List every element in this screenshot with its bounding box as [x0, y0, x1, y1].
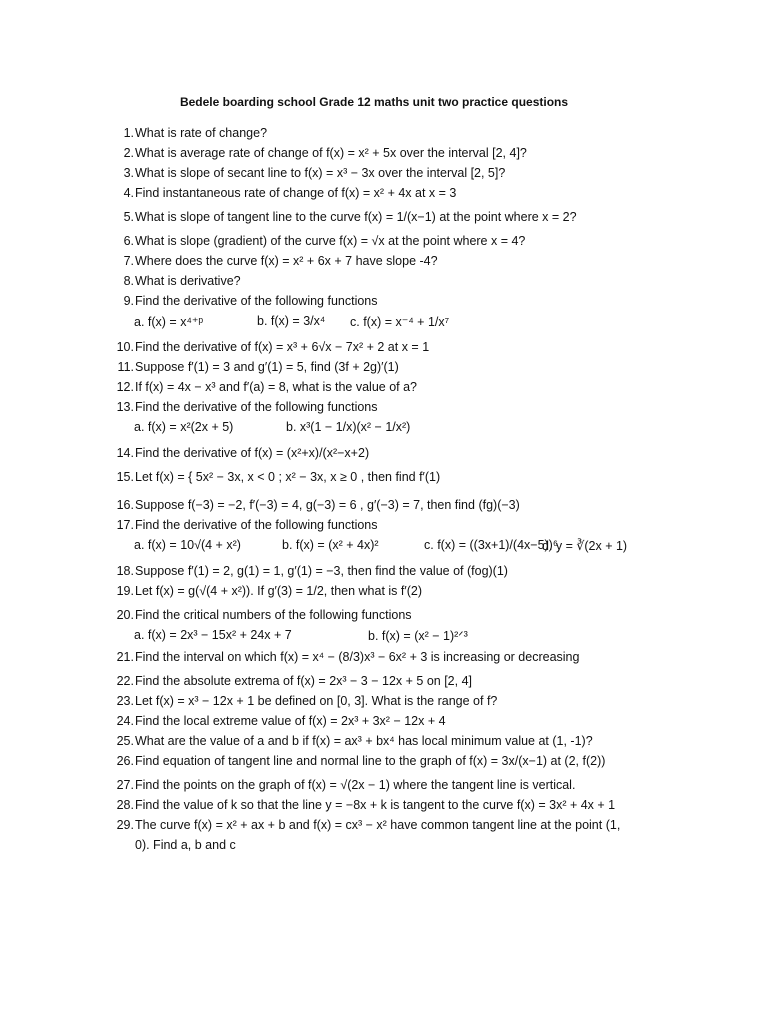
question-12	[112, 380, 692, 400]
question-5	[112, 210, 692, 234]
question-24	[112, 714, 692, 734]
question-number: 17.	[116, 518, 134, 532]
question-4	[112, 186, 692, 210]
question-number: 6.	[123, 234, 134, 248]
question-25	[112, 734, 692, 754]
question-15	[112, 470, 692, 498]
question-number: 29.	[116, 818, 134, 832]
question-text: Find the absolute extrema of f(x) = 2x³ − 3 − 12x + 5 on [2, 4]	[135, 674, 472, 688]
question-number: 27.	[116, 778, 134, 792]
sub-item-c: c. f(x) = ((3x+1)/(4x−5))⁶	[424, 538, 558, 552]
question-text: The curve f(x) = x² + ax + b and f(x) = cx³ − x² have common tangent line at the point (1,	[135, 818, 621, 832]
question-number: 11.	[117, 360, 134, 374]
question-18	[112, 564, 692, 584]
question-number: 18.	[116, 564, 134, 578]
question-text: Find the interval on which f(x) = x⁴ − (8/3)x³ − 6x² + 3 is increasing or decreasing	[135, 650, 580, 664]
question-number: 3.	[123, 166, 134, 180]
question-20-parts	[112, 628, 692, 650]
question-14	[112, 446, 692, 470]
question-17	[112, 518, 692, 538]
sub-item-b: b. f(x) = (x² + 4x)²	[282, 538, 379, 552]
question-23	[112, 694, 692, 714]
question-text: Find the local extreme value of f(x) = 2x³ + 3x² − 12x + 4	[135, 714, 446, 728]
question-text: What are the value of a and b if f(x) = ax³ + bx⁴ has local minimum value at (1, -1)?	[135, 734, 593, 748]
question-27	[112, 778, 692, 798]
question-text: 0). Find a, b and c	[135, 838, 236, 852]
question-number: 4.	[123, 186, 134, 200]
question-number: 26.	[116, 754, 134, 768]
question-number: 13.	[116, 400, 134, 414]
question-number: 24.	[116, 714, 134, 728]
question-16	[112, 498, 692, 518]
sub-item-a: a. f(x) = 10√(4 + x²)	[134, 538, 241, 552]
document-title: Bedele boarding school Grade 12 maths unit two practice questions	[179, 95, 569, 109]
question-text: Find the points on the graph of f(x) = √(2x − 1) where the tangent line is vertical.	[135, 778, 576, 792]
question-10	[112, 340, 692, 360]
question-29-continuation	[112, 838, 692, 856]
question-text: If f(x) = 4x − x³ and f′(a) = 8, what is the value of a?	[135, 380, 417, 394]
question-text: Let f(x) = { 5x² − 3x, x < 0 ; x² − 3x, x ≥ 0 , then find f′(1)	[135, 470, 441, 484]
question-text: What is slope of secant line to f(x) = x³ − 3x over the interval [2, 5]?	[135, 166, 506, 180]
question-list	[112, 126, 692, 856]
question-text: Where does the curve f(x) = x² + 6x + 7 have slope -4?	[135, 254, 438, 268]
question-text: Find the derivative of the following functions	[135, 400, 378, 414]
question-13	[112, 400, 692, 420]
question-2	[112, 146, 692, 166]
question-text: What is derivative?	[135, 274, 241, 288]
question-text: Suppose f′(1) = 3 and g′(1) = 5, find (3f + 2g)′(1)	[135, 360, 399, 374]
question-text: Suppose f′(1) = 2, g(1) = 1, g′(1) = −3, then find the value of (fog)(1)	[135, 564, 508, 578]
question-text: Let f(x) = g(√(4 + x²)). If g′(3) = 1/2, then what is f′(2)	[135, 584, 422, 598]
question-text: Suppose f(−3) = −2, f′(−3) = 4, g(−3) = 6 , g′(−3) = 7, then find (fg)(−3)	[135, 498, 520, 512]
question-1	[112, 126, 692, 146]
question-19	[112, 584, 692, 608]
question-number: 21.	[116, 650, 134, 664]
question-text: What is slope of tangent line to the curve f(x) = 1/(x−1) at the point where x = 2?	[135, 210, 577, 224]
question-22	[112, 674, 692, 694]
question-text: Find the derivative of the following functions	[135, 518, 378, 532]
question-7	[112, 254, 692, 274]
question-text: Find the value of k so that the line y = −8x + k is tangent to the curve f(x) = 3x² + 4x + 1	[135, 798, 616, 812]
question-17-parts	[112, 538, 692, 564]
question-3	[112, 166, 692, 186]
question-number: 1.	[123, 126, 134, 140]
question-29	[112, 818, 692, 838]
question-number: 16.	[116, 498, 134, 512]
question-text: Let f(x) = x³ − 12x + 1 be defined on [0, 3]. What is the range of f?	[135, 694, 498, 708]
question-number: 14.	[116, 446, 134, 460]
question-number: 9.	[123, 294, 134, 308]
question-text: Find the derivative of f(x) = (x²+x)/(x²−x+2)	[135, 446, 370, 460]
question-number: 2.	[123, 146, 134, 160]
question-text: Find the derivative of f(x) = x³ + 6√x − 7x² + 2 at x = 1	[135, 340, 430, 354]
sub-item-b: b. x³(1 − 1/x)(x² − 1/x²)	[286, 420, 411, 434]
sub-item-b: b. f(x) = (x² − 1)²ᐟ³	[368, 629, 468, 643]
question-number: 28.	[116, 798, 134, 812]
question-number: 20.	[116, 608, 134, 622]
question-number: 25.	[116, 734, 134, 748]
question-text: What is rate of change?	[135, 126, 268, 140]
question-number: 23.	[116, 694, 134, 708]
question-number: 19.	[116, 584, 134, 598]
sub-item-a: a. f(x) = x²(2x + 5)	[134, 420, 234, 434]
question-28	[112, 798, 692, 818]
question-number: 10.	[116, 340, 134, 354]
question-text: Find the critical numbers of the following functions	[135, 608, 412, 622]
sub-item-a: a. f(x) = x⁴⁺ᵖ	[134, 315, 204, 329]
sub-item-c: c. f(x) = x⁻⁴ + 1/x⁷	[350, 315, 450, 329]
question-text: Find the derivative of the following functions	[135, 294, 378, 308]
question-26	[112, 754, 692, 778]
question-11	[112, 360, 692, 380]
question-13-parts	[112, 420, 692, 446]
question-9-parts	[112, 314, 692, 340]
question-text: Find equation of tangent line and normal line to the graph of f(x) = 3x/(x−1) at (2, f(2))	[135, 754, 606, 768]
question-8	[112, 274, 692, 294]
question-number: 22.	[116, 674, 134, 688]
question-number: 7.	[123, 254, 134, 268]
question-20	[112, 608, 692, 628]
sub-item-b: b. f(x) = 3/x⁴	[257, 314, 326, 328]
question-number: 15.	[116, 470, 134, 484]
question-text: Find instantaneous rate of change of f(x) = x² + 4x at x = 3	[135, 186, 457, 200]
question-number: 5.	[123, 210, 134, 224]
question-21	[112, 650, 692, 674]
question-number: 12.	[116, 380, 134, 394]
question-9	[112, 294, 692, 314]
sub-item-d: d. y = ∛(2x + 1)	[542, 539, 628, 553]
sub-item-a: a. f(x) = 2x³ − 15x² + 24x + 7	[134, 628, 292, 642]
question-text: What is average rate of change of f(x) = x² + 5x over the interval [2, 4]?	[135, 146, 527, 160]
question-text: What is slope (gradient) of the curve f(x) = √x at the point where x = 4?	[135, 234, 526, 248]
question-number: 8.	[123, 274, 134, 288]
question-6	[112, 234, 692, 254]
